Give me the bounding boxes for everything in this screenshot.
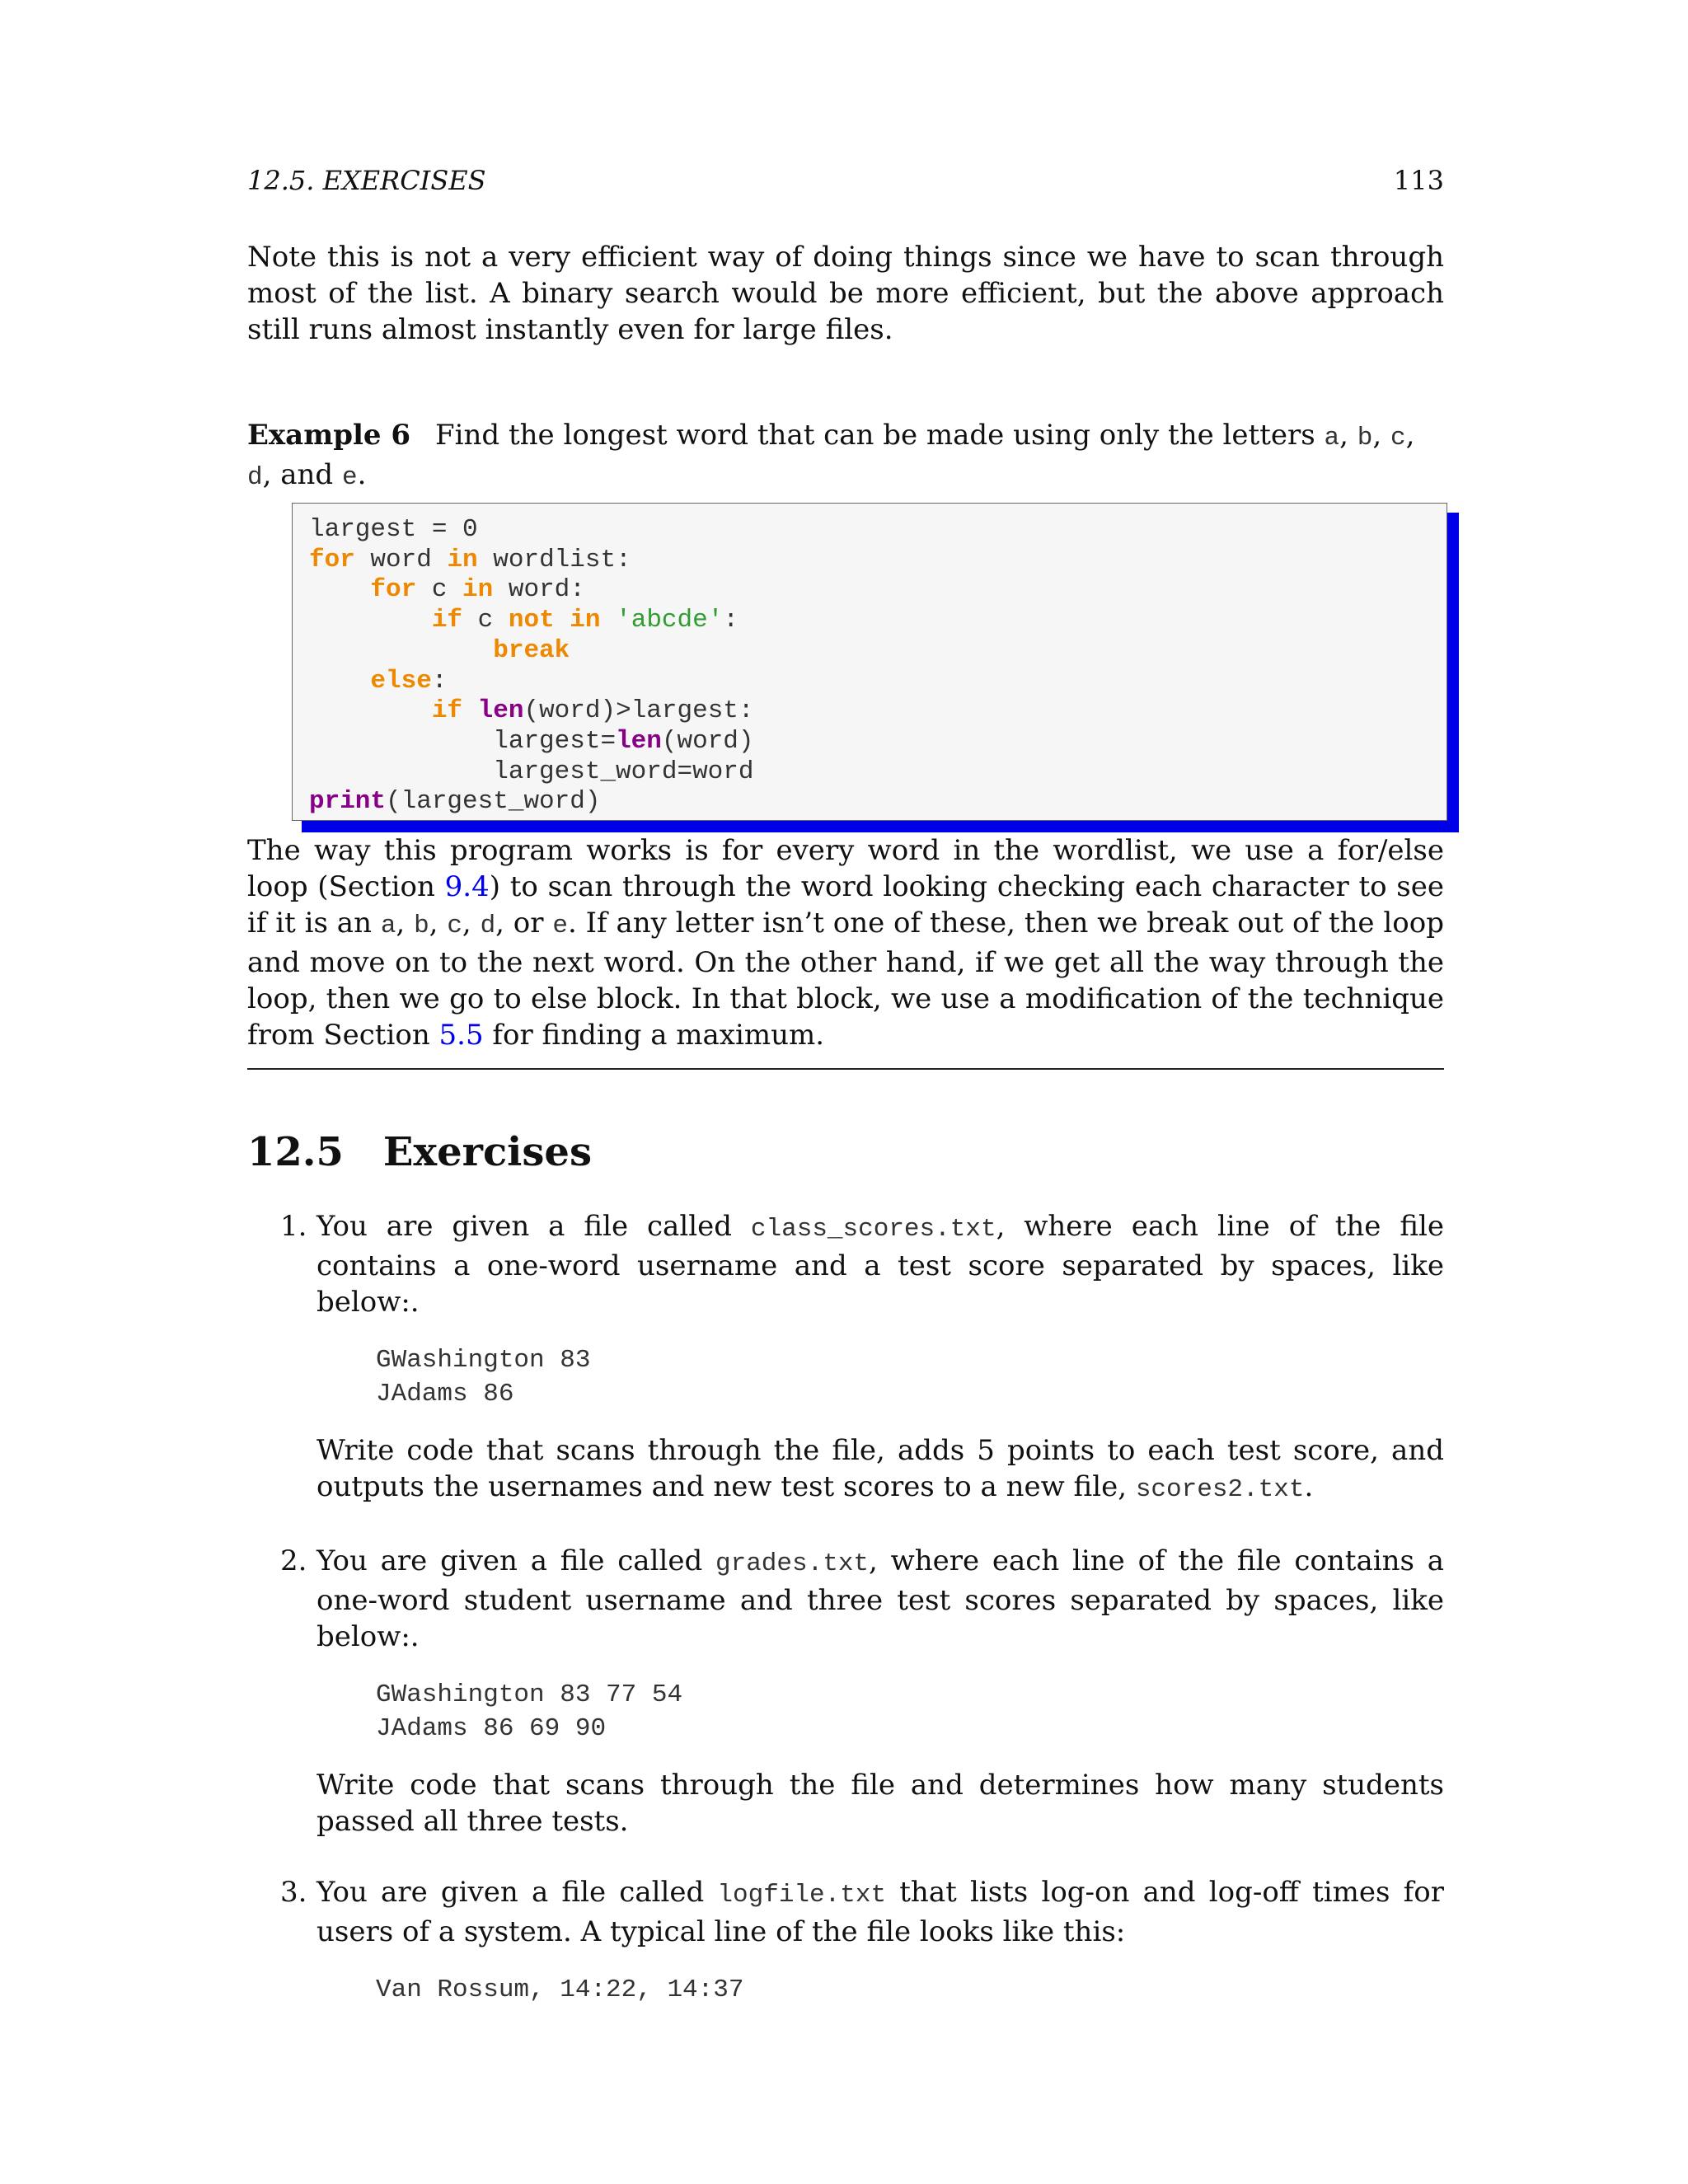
code-line: largest = 0: [309, 515, 478, 544]
exercise-list: [247, 1208, 1444, 2007]
letter-a: a: [1324, 424, 1340, 452]
sample-lines: GWashington 83 JAdams 86: [376, 1346, 591, 1408]
filename: class_scores.txt: [750, 1215, 996, 1244]
letter-c: c: [1390, 424, 1406, 452]
section-heading: [247, 1127, 1444, 1177]
section-link-5-5[interactable]: 5.5: [438, 1019, 484, 1052]
exercise-text: You are given a file called class_scores.txt, where each line of the file contains a one-word username and a test score separated by spaces, like below:.: [316, 1210, 1445, 1319]
sample-lines: GWashington 83 77 54 JAdams 86 69 90: [376, 1680, 683, 1743]
code-line: if c not in 'abcde':: [431, 606, 738, 635]
section-link-9-4[interactable]: 9.4: [444, 870, 490, 903]
exercise-text-continued: Write code that scans through the file, adds 5 points to each test score, and outputs the usernames and new test scores to a new file, scores2.txt.: [316, 1434, 1444, 1504]
letter-b: b: [1357, 424, 1373, 452]
code-block: [309, 515, 1430, 818]
exercise-number: 2.: [280, 1544, 307, 1577]
code-line: break: [493, 635, 570, 665]
example-heading: Example 6 Find the longest word that can be made using only the letters a, b, c, d, and e.: [247, 419, 1415, 492]
sample-lines: Van Rossum, 14:22, 14:37: [376, 1975, 744, 2004]
exercise-text-continued: Write code that scans through the file and determines how many students passed all three tests.: [316, 1769, 1444, 1838]
exercise-number: 3.: [280, 1876, 307, 1909]
page: [247, 165, 1444, 2041]
code-box: [292, 503, 1447, 821]
code-line: else:: [370, 666, 448, 696]
example-label: Example 6: [247, 419, 411, 452]
section-title: Exercises: [382, 1129, 592, 1175]
code-line: largest=len(word): [309, 726, 754, 756]
letter-e: e: [341, 463, 358, 492]
example-end-rule: [247, 1068, 1444, 1070]
exercise-text: You are given a file called logfile.txt that lists log-on and log-off times for users of a system. A typical line of the file looks like this:: [316, 1876, 1444, 1948]
running-header: [247, 165, 1444, 196]
code-line: print(largest_word): [309, 787, 601, 817]
explanation-paragraph: The way this program works is for every word in the wordlist, we use a for/else loop (Section 9.4) to scan through the word looking checking each character to see if it is an a, b, c, d, or e. If any letter isn’t one of these, then we break out of the loop and move on to the next word. On the other hand, if we get all the way through the loop, then we go to else block. In that block, we use a modification of the technique from Section 5.5 for finding a maximum.: [247, 834, 1444, 1052]
exercise-item-2: [247, 1543, 1444, 1840]
filename: logfile.txt: [717, 1881, 887, 1910]
exercise-text: You are given a file called grades.txt, where each line of the file contains a one-word student username and three test scores separated by spaces, like below:.: [316, 1544, 1444, 1653]
code-line: for word in wordlist:: [309, 545, 631, 574]
exercise-number: 1.: [280, 1210, 307, 1243]
code-listing: [292, 503, 1459, 832]
code-line: if len(word)>largest:: [431, 696, 754, 726]
letter-d: d: [247, 463, 263, 492]
example-text: Find the longest word that can be made using only the letters: [435, 419, 1325, 452]
exercise-item-3: [247, 1874, 1444, 2007]
code-line: for c in word:: [370, 575, 585, 605]
running-section-title: 12.5. EXERCISES: [247, 165, 486, 196]
exercise-item-1: [247, 1208, 1444, 1508]
intro-paragraph: Note this is not a very efficient way of doing things since we have to scan through most of the list. A binary search would be more efficient, but the above approach still runs almost instantly even for large files.: [247, 241, 1444, 346]
page-number: 113: [1393, 165, 1444, 196]
section-number: 12.5: [247, 1129, 344, 1175]
filename: scores2.txt: [1135, 1475, 1305, 1504]
code-line: largest_word=word: [309, 757, 754, 786]
filename: grades.txt: [715, 1549, 870, 1578]
